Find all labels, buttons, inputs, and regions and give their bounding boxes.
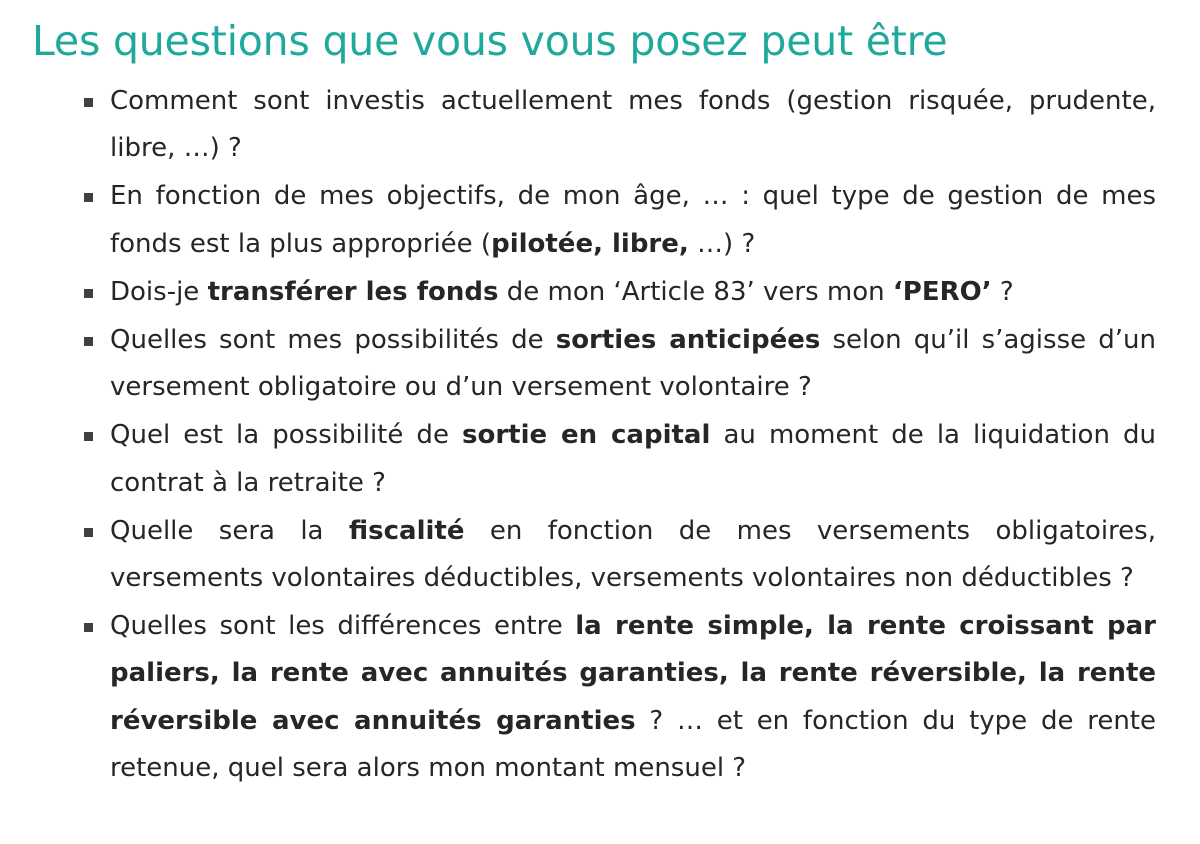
square-bullet-icon: [84, 432, 93, 441]
question-emphasis: fiscalité: [348, 515, 465, 546]
question-emphasis: ‘PERO’: [892, 276, 992, 307]
square-bullet-icon: [84, 193, 93, 202]
question-text: au moment de la liquidation du contrat à la retraite ?: [110, 420, 1156, 498]
square-bullet-icon: [84, 289, 93, 298]
question-emphasis: transférer les fonds: [207, 276, 499, 307]
slide-title: Les questions que vous vous posez peut être: [32, 17, 948, 65]
question-emphasis: sortie en capital: [462, 420, 711, 451]
question-emphasis: la rente simple, la rente croissant par paliers, la rente avec annuités garanties, la rente réversible, la rente réversible avec annuités garanties: [110, 611, 1156, 736]
question-item: [80, 508, 1156, 602]
question-emphasis: sorties anticipées: [555, 325, 821, 356]
square-bullet-icon: [84, 98, 93, 107]
square-bullet-icon: [84, 623, 93, 632]
question-item: [80, 173, 1156, 267]
question-item: [80, 603, 1156, 792]
question-item: [80, 317, 1156, 411]
square-bullet-icon: [84, 528, 93, 537]
question-emphasis: pilotée, libre,: [491, 228, 689, 259]
question-text: Quelles sont les différences entre: [110, 611, 576, 642]
question-text: ? … et en fonction du type de rente retenue, quel sera alors mon montant mensuel ?: [110, 705, 1156, 783]
questions-list: [80, 78, 1156, 793]
question-text: ?: [991, 276, 1014, 307]
square-bullet-icon: [84, 337, 93, 346]
question-text: Quelles sont mes possibilités de: [110, 325, 556, 356]
question-item: [80, 412, 1156, 506]
question-text: En fonction de mes objectifs, de mon âge, … : quel type de gestion de mes fonds est la plus appropriée (: [110, 181, 1156, 259]
question-text: selon qu’il s’agisse d’un versement obligatoire ou d’un versement volontaire ?: [110, 325, 1156, 403]
question-text: …) ?: [688, 228, 756, 259]
question-item: [80, 78, 1156, 172]
question-text: Comment sont investis actuellement mes fonds (gestion risquée, prudente, libre, …) ?: [110, 86, 1156, 164]
question-item: [80, 269, 1156, 316]
question-text: Quelle sera la: [110, 515, 349, 546]
question-text: Quel est la possibilité de: [110, 420, 463, 451]
question-text: Dois-je: [110, 276, 208, 307]
question-text: de mon ‘Article 83’ vers mon: [498, 276, 893, 307]
question-text: en fonction de mes versements obligatoires, versements volontaires déductibles, versements volontaires non déductibles ?: [110, 515, 1156, 594]
